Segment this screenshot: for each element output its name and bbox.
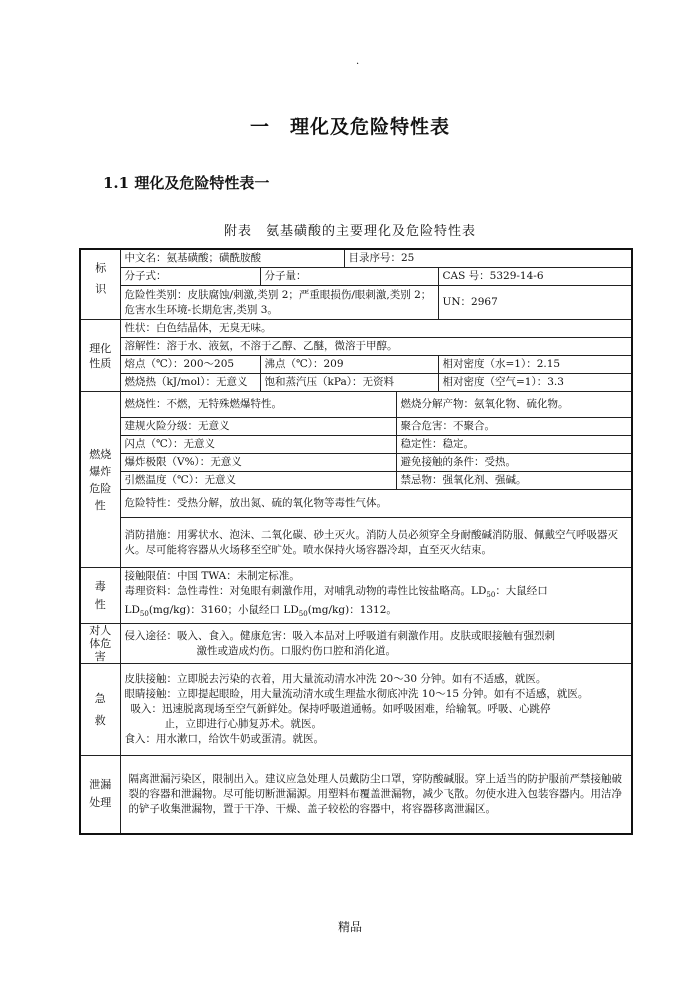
section-title: 一 理化及危险特性表: [249, 116, 450, 138]
category-toxicity: 毒性: [80, 568, 120, 624]
category-fire: 燃烧爆炸危险性: [80, 392, 120, 568]
toxicity-info: [120, 568, 632, 624]
header-dot: .: [356, 56, 360, 67]
appearance: 性状：白色结晶体，无臭无味。: [120, 320, 632, 338]
boiling-point: 沸点（℃）：209: [260, 356, 438, 374]
category-identity: 标识: [80, 249, 120, 320]
leak-handling: 隔离泄漏污染区，限制出入。建议应急处理人员戴防尘口罩，穿防酸碱服。穿上适当的防护服前严禁接触破裂的容器和泄漏物。尽可能切断泄漏源。用塑料布覆盖泄漏物，减少飞散。勿使水进入包装容器内。用洁净的铲子收集泄漏物，置于干净、干燥、盖子较松的容器中，将容器移离泄漏区。: [120, 756, 632, 834]
flammability: 燃烧性：不燃，无特殊燃爆特性。: [120, 392, 396, 418]
health-hazard: [120, 624, 632, 664]
toxicology-data: 毒理资料：急性毒性：对兔眼有刺激作用，对哺乳动物的毒性比铵盐略高。$LD_{50}$：大鼠经口 $LD_{50}(mg/kg)$：3160；小鼠经口 $LD_{50}(mg/kg)$：1312。: [124, 585, 548, 619]
first-aid-inhale-cont: 止，立即进行心肺复苏术。就医。: [164, 718, 322, 731]
ignition-temp: 引燃温度（℃）：无意义: [120, 472, 396, 490]
chinese-name: 中文名：氨基磺酸；磺酰胺酸: [120, 249, 344, 268]
health-line-2: 激性或造成灼伤。口服灼伤口腔和消化道。: [196, 644, 396, 657]
molecular-weight: 分子量：: [260, 268, 438, 286]
category-health: 对人体危害: [80, 624, 120, 664]
avoid-conditions: 避免接触的条件：受热。: [396, 454, 632, 472]
decomposition-products: 燃烧分解产物：氨氧化物、硫化物。: [396, 392, 632, 418]
density-air: 相对密度（空气=1）：3.3: [438, 374, 632, 392]
category-physchem: 理化性质: [80, 320, 120, 392]
footer-text: 精品: [337, 920, 362, 934]
stability: 稳定性：稳定。: [396, 436, 632, 454]
first-aid-eye: 眼睛接触：立即提起眼睑，用大量流动清水或生理盐水彻底冲洗 10～15 分钟。如有不适感，就医。: [124, 688, 589, 701]
density-water: 相对密度（水=1）：2.15: [438, 356, 632, 374]
first-aid-skin: 皮肤接触：立即脱去污染的衣着，用大量流动清水冲洗 20～30 分钟。如有不适感，就医。: [124, 673, 547, 686]
hazard-character: 危险特性：受热分解，放出氮、硫的氧化物等毒性气体。: [120, 490, 632, 518]
first-aid: [120, 664, 632, 756]
melting-point: 熔点（℃）：200～205: [120, 356, 260, 374]
category-first-aid: 急救: [80, 664, 120, 756]
health-line-1: 侵入途径：吸入、食入。健康危害：吸入本品对上呼吸道有刺激作用。皮肤或眼接触有强烈刺: [124, 629, 555, 642]
fire-class: 建规火险分级：无意义: [120, 418, 396, 436]
solubility: 溶解性：溶于水、液氨，不溶于乙醇、乙醚，微溶于甲醇。: [120, 338, 632, 356]
hazard-table: [79, 248, 633, 835]
exposure-limit: 接触限值：中国 TWA：未制定标准。: [124, 570, 300, 582]
hazard-class: 危险性类别：皮肤腐蚀/刺激,类别 2；严重眼损伤/眼刺激,类别 2；危害水生环境-长期危害,类别 3。: [120, 286, 438, 320]
combustion-heat: 燃烧热（kJ/mol）：无意义: [120, 374, 260, 392]
first-aid-inhale: 吸入：迅速脱离现场至空气新鲜处。保持呼吸道通畅。如呼吸困难，给输氧。呼吸、心跳停: [130, 703, 551, 716]
un-number: UN：2967: [438, 286, 632, 320]
vapor-pressure: 饱和蒸汽压（kPa）：无资料: [260, 374, 438, 392]
polymerization: 聚合危害：不聚合。: [396, 418, 632, 436]
molecular-formula: 分子式：: [120, 268, 260, 286]
firefighting: 消防措施：用雾状水、泡沫、二氧化碳、砂土灭火。消防人员必须穿全身耐酸碱消防服、佩戴空气呼吸器灭火。尽可能将容器从火场移至空旷处。喷水保持火场容器冷却，直至灭火结束。: [120, 518, 632, 568]
table-caption: 附表 氨基磺酸的主要理化及危险特性表: [223, 224, 476, 239]
explosion-limit: 爆炸极限（V%）：无意义: [120, 454, 396, 472]
catalog-no: 目录序号：25: [344, 249, 632, 268]
subsection-title: 1.1 理化及危险特性表一: [103, 174, 270, 192]
incompatibles: 禁忌物：强氧化剂、强碱。: [396, 472, 632, 490]
first-aid-ingest: 食入：用水漱口，给饮牛奶或蛋清。就医。: [124, 733, 324, 746]
cas-number: CAS 号：5329-14-6: [438, 268, 632, 286]
category-leak: 泄漏处理: [80, 756, 120, 834]
flash-point: 闪点（℃）：无意义: [120, 436, 396, 454]
